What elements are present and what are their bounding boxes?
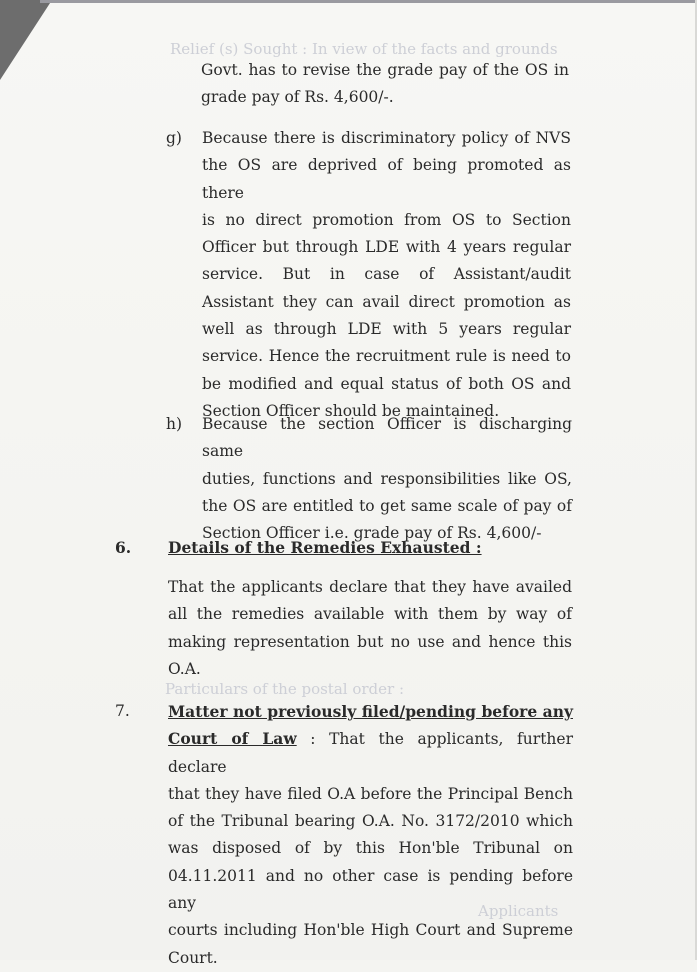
text-line: Because there is discriminatory policy of NVS: [202, 129, 571, 147]
text-line: 04.11.2011 and no other case is pending before any: [168, 866, 573, 913]
text-line: service. But in case of Assistant/audit: [202, 265, 571, 284]
section-6-body: [168, 574, 572, 683]
list-marker-h: h): [166, 415, 183, 433]
scan-top-edge: [40, 0, 697, 3]
section-heading-6: Details of the Remedies Exhausted :: [168, 538, 482, 557]
paragraph-h: [202, 411, 572, 547]
bleed-through-text: Applicants: [478, 902, 559, 920]
section-number-6: 6.: [115, 538, 132, 557]
text-line: Govt. has to revise the grade pay of the OS in: [201, 61, 569, 79]
text-line: the OS are entitled to get same scale of pay of: [202, 496, 572, 515]
text-line: all the remedies available with them by way of: [168, 605, 572, 624]
text-line: Court.: [168, 948, 218, 967]
paragraph-f-tail: [201, 57, 569, 112]
text-line: the OS are deprived of being promoted as there: [202, 156, 571, 202]
text-line: was disposed of by this Hon'ble Tribunal on: [168, 839, 573, 858]
text-line: is no direct promotion from OS to Section: [202, 210, 571, 229]
text-line: service. Hence the recruitment rule is need to: [202, 347, 571, 366]
text-line: making representation but no use and hence this: [168, 632, 572, 651]
section-7-body: [168, 698, 573, 972]
text-line: be modified and equal status of both OS and: [202, 374, 571, 393]
text-line: O.A.: [168, 659, 201, 678]
section-number-7: 7.: [115, 702, 130, 720]
text-line: Section Officer should be maintained.: [202, 401, 500, 420]
list-marker-g: g): [166, 129, 182, 147]
paragraph-g: [202, 125, 571, 425]
text-line: grade pay of Rs. 4,600/-.: [201, 88, 394, 107]
text-line: courts including Hon'ble High Court and Supreme: [168, 921, 573, 940]
text-line-rest: : That the applicants, further declare: [168, 730, 573, 776]
bleed-through-text: Particulars of the postal order :: [165, 680, 405, 698]
text-line: well as through LDE with 5 years regular: [202, 320, 571, 339]
scan-corner-shadow: [0, 0, 52, 80]
text-line: [168, 725, 573, 781]
text-line: Officer but through LDE with 4 years regular: [202, 238, 571, 257]
text-line: duties, functions and responsibilities like OS,: [202, 469, 572, 488]
bleed-through-text: Relief (s) Sought : In view of the facts and grounds: [170, 40, 558, 58]
text-line: Section Officer i.e. grade pay of Rs. 4,600/-: [202, 524, 542, 543]
text-line: that they have filed O.A before the Principal Bench: [168, 784, 573, 803]
text-line: Assistant they can avail direct promotion as: [202, 292, 571, 311]
section-heading-7-cont: Court of Law: [168, 729, 297, 749]
text-line: That the applicants declare that they have availed: [168, 578, 572, 596]
text-line: of the Tribunal bearing O.A. No. 3172/2010 which: [168, 812, 573, 831]
text-line: Because the section Officer is discharging same: [202, 415, 572, 461]
section-heading-7: Matter not previously filed/pending before any: [168, 702, 573, 721]
